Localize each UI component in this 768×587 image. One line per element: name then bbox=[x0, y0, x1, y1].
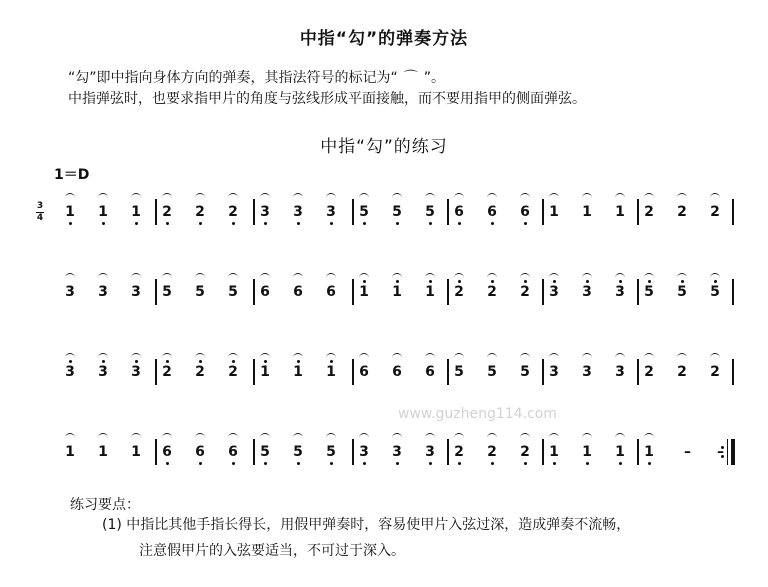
octave-dot-below bbox=[199, 462, 202, 465]
time-sig-top: 3 bbox=[36, 201, 44, 211]
sustain-dash: – bbox=[684, 444, 691, 460]
note-3: 3 bbox=[65, 364, 75, 380]
note-3: 3 bbox=[131, 364, 141, 380]
note-3: 3 bbox=[582, 284, 592, 300]
octave-dot-above bbox=[69, 360, 72, 363]
note-2: 2 bbox=[487, 284, 497, 300]
note-3: 3 bbox=[326, 204, 336, 220]
gou-mark bbox=[454, 193, 464, 200]
octave-dot-below bbox=[586, 462, 589, 465]
final-bar-thin bbox=[727, 439, 728, 465]
note-3: 3 bbox=[582, 364, 592, 380]
gou-mark bbox=[260, 273, 270, 280]
gou-mark bbox=[615, 193, 625, 200]
gou-mark bbox=[644, 433, 654, 440]
octave-dot-below bbox=[458, 462, 461, 465]
gou-mark bbox=[326, 193, 336, 200]
gou-mark bbox=[644, 193, 654, 200]
bar-line bbox=[542, 359, 544, 385]
note-6: 6 bbox=[392, 364, 402, 380]
note-5: 5 bbox=[326, 444, 336, 460]
octave-dot-below bbox=[232, 462, 235, 465]
time-signature bbox=[36, 202, 44, 223]
gou-mark bbox=[454, 353, 464, 360]
note-5: 5 bbox=[425, 204, 435, 220]
note-1: 1 bbox=[425, 284, 435, 300]
octave-dot-below bbox=[648, 462, 651, 465]
time-sig-bottom: 4 bbox=[36, 213, 44, 223]
octave-dot-below bbox=[491, 222, 494, 225]
bar-line bbox=[352, 279, 354, 305]
gou-mark bbox=[162, 433, 172, 440]
gou-mark bbox=[98, 353, 108, 360]
octave-dot-below bbox=[199, 222, 202, 225]
arc-symbol: ⌒ bbox=[403, 70, 418, 86]
gou-mark bbox=[677, 193, 687, 200]
note-6: 6 bbox=[293, 284, 303, 300]
note-3: 3 bbox=[392, 444, 402, 460]
octave-dot-below bbox=[363, 462, 366, 465]
gou-mark bbox=[644, 353, 654, 360]
note-3: 3 bbox=[359, 444, 369, 460]
bar-line bbox=[352, 439, 354, 465]
bar-line bbox=[253, 439, 255, 465]
octave-dot-above bbox=[524, 280, 527, 283]
note-2: 2 bbox=[644, 204, 654, 220]
octave-dot-above bbox=[714, 280, 717, 283]
gou-mark bbox=[326, 353, 336, 360]
note-1: 1 bbox=[582, 204, 592, 220]
key-signature: 1＝D bbox=[54, 167, 90, 183]
gou-mark bbox=[65, 353, 75, 360]
gou-mark bbox=[582, 353, 592, 360]
note-6: 6 bbox=[326, 284, 336, 300]
octave-dot-above bbox=[199, 360, 202, 363]
octave-dot-below bbox=[69, 222, 72, 225]
note-1: 1 bbox=[131, 444, 141, 460]
octave-dot-below bbox=[166, 222, 169, 225]
note-2: 2 bbox=[454, 444, 464, 460]
gou-mark bbox=[260, 193, 270, 200]
gou-mark bbox=[195, 433, 205, 440]
octave-dot-below bbox=[330, 462, 333, 465]
note-1: 1 bbox=[392, 284, 402, 300]
bar-line bbox=[637, 199, 639, 225]
gou-mark bbox=[520, 353, 530, 360]
octave-dot-above bbox=[586, 280, 589, 283]
gou-mark bbox=[359, 193, 369, 200]
octave-dot-below bbox=[102, 222, 105, 225]
gou-mark bbox=[162, 273, 172, 280]
note-2: 2 bbox=[677, 364, 687, 380]
octave-dot-below bbox=[429, 222, 432, 225]
note-6: 6 bbox=[228, 444, 238, 460]
gou-mark bbox=[326, 273, 336, 280]
gou-mark bbox=[677, 353, 687, 360]
note-6: 6 bbox=[454, 204, 464, 220]
gou-mark bbox=[228, 273, 238, 280]
octave-dot-below bbox=[491, 462, 494, 465]
octave-dot-above bbox=[429, 280, 432, 283]
octave-dot-below bbox=[429, 462, 432, 465]
gou-mark bbox=[65, 193, 75, 200]
note-3: 3 bbox=[131, 284, 141, 300]
bar-line bbox=[155, 279, 157, 305]
note-2: 2 bbox=[710, 204, 720, 220]
gou-mark bbox=[359, 273, 369, 280]
octave-dot-below bbox=[297, 222, 300, 225]
note-1: 1 bbox=[293, 364, 303, 380]
gou-mark bbox=[293, 273, 303, 280]
note-5: 5 bbox=[392, 204, 402, 220]
bar-line bbox=[155, 439, 157, 465]
note-3: 3 bbox=[65, 284, 75, 300]
bar-line bbox=[447, 439, 449, 465]
final-bar-thick bbox=[731, 439, 735, 465]
gou-mark bbox=[454, 433, 464, 440]
note-3: 3 bbox=[549, 284, 559, 300]
note-5: 5 bbox=[228, 284, 238, 300]
gou-mark bbox=[392, 273, 402, 280]
gou-mark bbox=[359, 353, 369, 360]
practice-point-1-cont: 注意假甲片的入弦要适当，不可过于深入。 bbox=[139, 543, 405, 559]
gou-mark bbox=[487, 433, 497, 440]
intro-text-b: ”。 bbox=[423, 70, 446, 86]
note-3: 3 bbox=[293, 204, 303, 220]
note-2: 2 bbox=[644, 364, 654, 380]
bar-line bbox=[447, 359, 449, 385]
gou-mark bbox=[98, 193, 108, 200]
gou-mark bbox=[65, 433, 75, 440]
octave-dot-below bbox=[264, 462, 267, 465]
note-6: 6 bbox=[487, 204, 497, 220]
gou-mark bbox=[131, 353, 141, 360]
watermark: www.guzheng114.com bbox=[398, 406, 557, 422]
bar-line bbox=[155, 199, 157, 225]
bar-line bbox=[637, 359, 639, 385]
gou-mark bbox=[710, 273, 720, 280]
note-5: 5 bbox=[520, 364, 530, 380]
bar-line bbox=[732, 199, 734, 225]
page-title: 中指“勾”的弹奏方法 bbox=[299, 29, 469, 49]
sustain-dash: – bbox=[717, 444, 724, 460]
gou-mark bbox=[131, 193, 141, 200]
octave-dot-below bbox=[458, 222, 461, 225]
bar-line bbox=[253, 359, 255, 385]
octave-dot-above bbox=[648, 280, 651, 283]
bar-line bbox=[542, 199, 544, 225]
bar-line bbox=[732, 279, 734, 305]
intro-line-2: 中指弹弦时，也要求指甲片的角度与弦线形成平面接触，而不要用指甲的侧面弹弦。 bbox=[68, 91, 586, 107]
octave-dot-below bbox=[396, 222, 399, 225]
intro-text-a: “勾”即中指向身体方向的弹奏，其指法符号的标记为“ bbox=[68, 70, 398, 86]
gou-mark bbox=[228, 193, 238, 200]
note-5: 5 bbox=[260, 444, 270, 460]
note-3: 3 bbox=[260, 204, 270, 220]
note-6: 6 bbox=[260, 284, 270, 300]
octave-dot-above bbox=[264, 360, 267, 363]
note-5: 5 bbox=[162, 284, 172, 300]
gou-mark bbox=[615, 273, 625, 280]
note-2: 2 bbox=[228, 204, 238, 220]
note-1: 1 bbox=[65, 204, 75, 220]
gou-mark bbox=[425, 433, 435, 440]
gou-mark bbox=[549, 353, 559, 360]
gou-mark bbox=[487, 193, 497, 200]
gou-mark bbox=[425, 273, 435, 280]
note-2: 2 bbox=[677, 204, 687, 220]
gou-mark bbox=[615, 353, 625, 360]
gou-mark bbox=[582, 273, 592, 280]
bar-line bbox=[447, 199, 449, 225]
octave-dot-below bbox=[232, 222, 235, 225]
bar-line bbox=[542, 439, 544, 465]
note-1: 1 bbox=[65, 444, 75, 460]
bar-line bbox=[447, 279, 449, 305]
note-1: 1 bbox=[615, 444, 625, 460]
note-2: 2 bbox=[454, 284, 464, 300]
octave-dot-above bbox=[330, 360, 333, 363]
note-2: 2 bbox=[195, 204, 205, 220]
gou-mark bbox=[549, 273, 559, 280]
bar-line bbox=[352, 199, 354, 225]
note-1: 1 bbox=[326, 364, 336, 380]
octave-dot-above bbox=[135, 360, 138, 363]
octave-dot-above bbox=[297, 360, 300, 363]
gou-mark bbox=[260, 353, 270, 360]
gou-mark bbox=[392, 193, 402, 200]
note-1: 1 bbox=[549, 444, 559, 460]
note-2: 2 bbox=[710, 364, 720, 380]
gou-mark bbox=[162, 193, 172, 200]
octave-dot-below bbox=[264, 222, 267, 225]
gou-mark bbox=[293, 193, 303, 200]
note-5: 5 bbox=[710, 284, 720, 300]
note-6: 6 bbox=[425, 364, 435, 380]
gou-mark bbox=[392, 353, 402, 360]
note-5: 5 bbox=[454, 364, 464, 380]
exercise-title: 中指“勾”的练习 bbox=[320, 137, 448, 157]
gou-mark bbox=[98, 273, 108, 280]
octave-dot-above bbox=[102, 360, 105, 363]
note-3: 3 bbox=[425, 444, 435, 460]
note-1: 1 bbox=[582, 444, 592, 460]
note-1: 1 bbox=[98, 444, 108, 460]
gou-mark bbox=[549, 433, 559, 440]
octave-dot-above bbox=[363, 280, 366, 283]
octave-dot-above bbox=[166, 360, 169, 363]
gou-mark bbox=[98, 433, 108, 440]
gou-mark bbox=[195, 193, 205, 200]
gou-mark bbox=[260, 433, 270, 440]
note-2: 2 bbox=[520, 284, 530, 300]
note-2: 2 bbox=[162, 204, 172, 220]
gou-mark bbox=[487, 273, 497, 280]
gou-mark bbox=[520, 433, 530, 440]
gou-mark bbox=[392, 433, 402, 440]
note-3: 3 bbox=[98, 284, 108, 300]
note-2: 2 bbox=[162, 364, 172, 380]
note-2: 2 bbox=[228, 364, 238, 380]
note-1: 1 bbox=[644, 444, 654, 460]
note-5: 5 bbox=[487, 364, 497, 380]
note-5: 5 bbox=[677, 284, 687, 300]
octave-dot-above bbox=[396, 280, 399, 283]
note-1: 1 bbox=[615, 204, 625, 220]
note-2: 2 bbox=[195, 364, 205, 380]
octave-dot-below bbox=[363, 222, 366, 225]
octave-dot-below bbox=[524, 462, 527, 465]
gou-mark bbox=[520, 193, 530, 200]
note-5: 5 bbox=[195, 284, 205, 300]
note-6: 6 bbox=[520, 204, 530, 220]
note-2: 2 bbox=[487, 444, 497, 460]
gou-mark bbox=[359, 433, 369, 440]
gou-mark bbox=[549, 193, 559, 200]
note-6: 6 bbox=[195, 444, 205, 460]
gou-mark bbox=[710, 193, 720, 200]
gou-mark bbox=[195, 353, 205, 360]
bar-line bbox=[637, 439, 639, 465]
gou-mark bbox=[425, 353, 435, 360]
bar-line bbox=[253, 199, 255, 225]
note-5: 5 bbox=[359, 204, 369, 220]
octave-dot-above bbox=[619, 280, 622, 283]
octave-dot-below bbox=[553, 462, 556, 465]
practice-heading: 练习要点： bbox=[70, 497, 140, 513]
note-3: 3 bbox=[615, 284, 625, 300]
octave-dot-above bbox=[458, 280, 461, 283]
gou-mark bbox=[195, 273, 205, 280]
gou-mark bbox=[582, 193, 592, 200]
gou-mark bbox=[293, 433, 303, 440]
octave-dot-above bbox=[232, 360, 235, 363]
note-5: 5 bbox=[293, 444, 303, 460]
octave-dot-above bbox=[553, 280, 556, 283]
gou-mark bbox=[293, 353, 303, 360]
bar-line bbox=[732, 359, 734, 385]
gou-mark bbox=[131, 273, 141, 280]
bar-line bbox=[155, 359, 157, 385]
note-2: 2 bbox=[520, 444, 530, 460]
gou-mark bbox=[520, 273, 530, 280]
gou-mark bbox=[454, 273, 464, 280]
gou-mark bbox=[326, 433, 336, 440]
octave-dot-above bbox=[681, 280, 684, 283]
octave-dot-below bbox=[524, 222, 527, 225]
note-1: 1 bbox=[549, 204, 559, 220]
note-1: 1 bbox=[260, 364, 270, 380]
gou-mark bbox=[131, 433, 141, 440]
gou-mark bbox=[677, 273, 687, 280]
octave-dot-below bbox=[297, 462, 300, 465]
note-5: 5 bbox=[644, 284, 654, 300]
note-6: 6 bbox=[359, 364, 369, 380]
note-1: 1 bbox=[359, 284, 369, 300]
bar-line bbox=[542, 279, 544, 305]
octave-dot-below bbox=[330, 222, 333, 225]
gou-mark bbox=[228, 353, 238, 360]
octave-dot-below bbox=[619, 462, 622, 465]
gou-mark bbox=[615, 433, 625, 440]
octave-dot-below bbox=[135, 222, 138, 225]
gou-mark bbox=[162, 353, 172, 360]
gou-mark bbox=[487, 353, 497, 360]
note-3: 3 bbox=[549, 364, 559, 380]
note-1: 1 bbox=[98, 204, 108, 220]
bar-line bbox=[352, 359, 354, 385]
note-1: 1 bbox=[131, 204, 141, 220]
octave-dot-below bbox=[396, 462, 399, 465]
note-3: 3 bbox=[98, 364, 108, 380]
gou-mark bbox=[710, 353, 720, 360]
gou-mark bbox=[65, 273, 75, 280]
gou-mark bbox=[582, 433, 592, 440]
note-6: 6 bbox=[162, 444, 172, 460]
octave-dot-above bbox=[491, 280, 494, 283]
bar-line bbox=[637, 279, 639, 305]
practice-point-1: (1) 中指比其他手指长得长，用假甲弹奏时，容易使甲片入弦过深，造成弹奏不流畅， bbox=[102, 517, 631, 533]
octave-dot-below bbox=[166, 462, 169, 465]
bar-line bbox=[253, 279, 255, 305]
gou-mark bbox=[644, 273, 654, 280]
gou-mark bbox=[425, 193, 435, 200]
gou-mark bbox=[228, 433, 238, 440]
note-3: 3 bbox=[615, 364, 625, 380]
